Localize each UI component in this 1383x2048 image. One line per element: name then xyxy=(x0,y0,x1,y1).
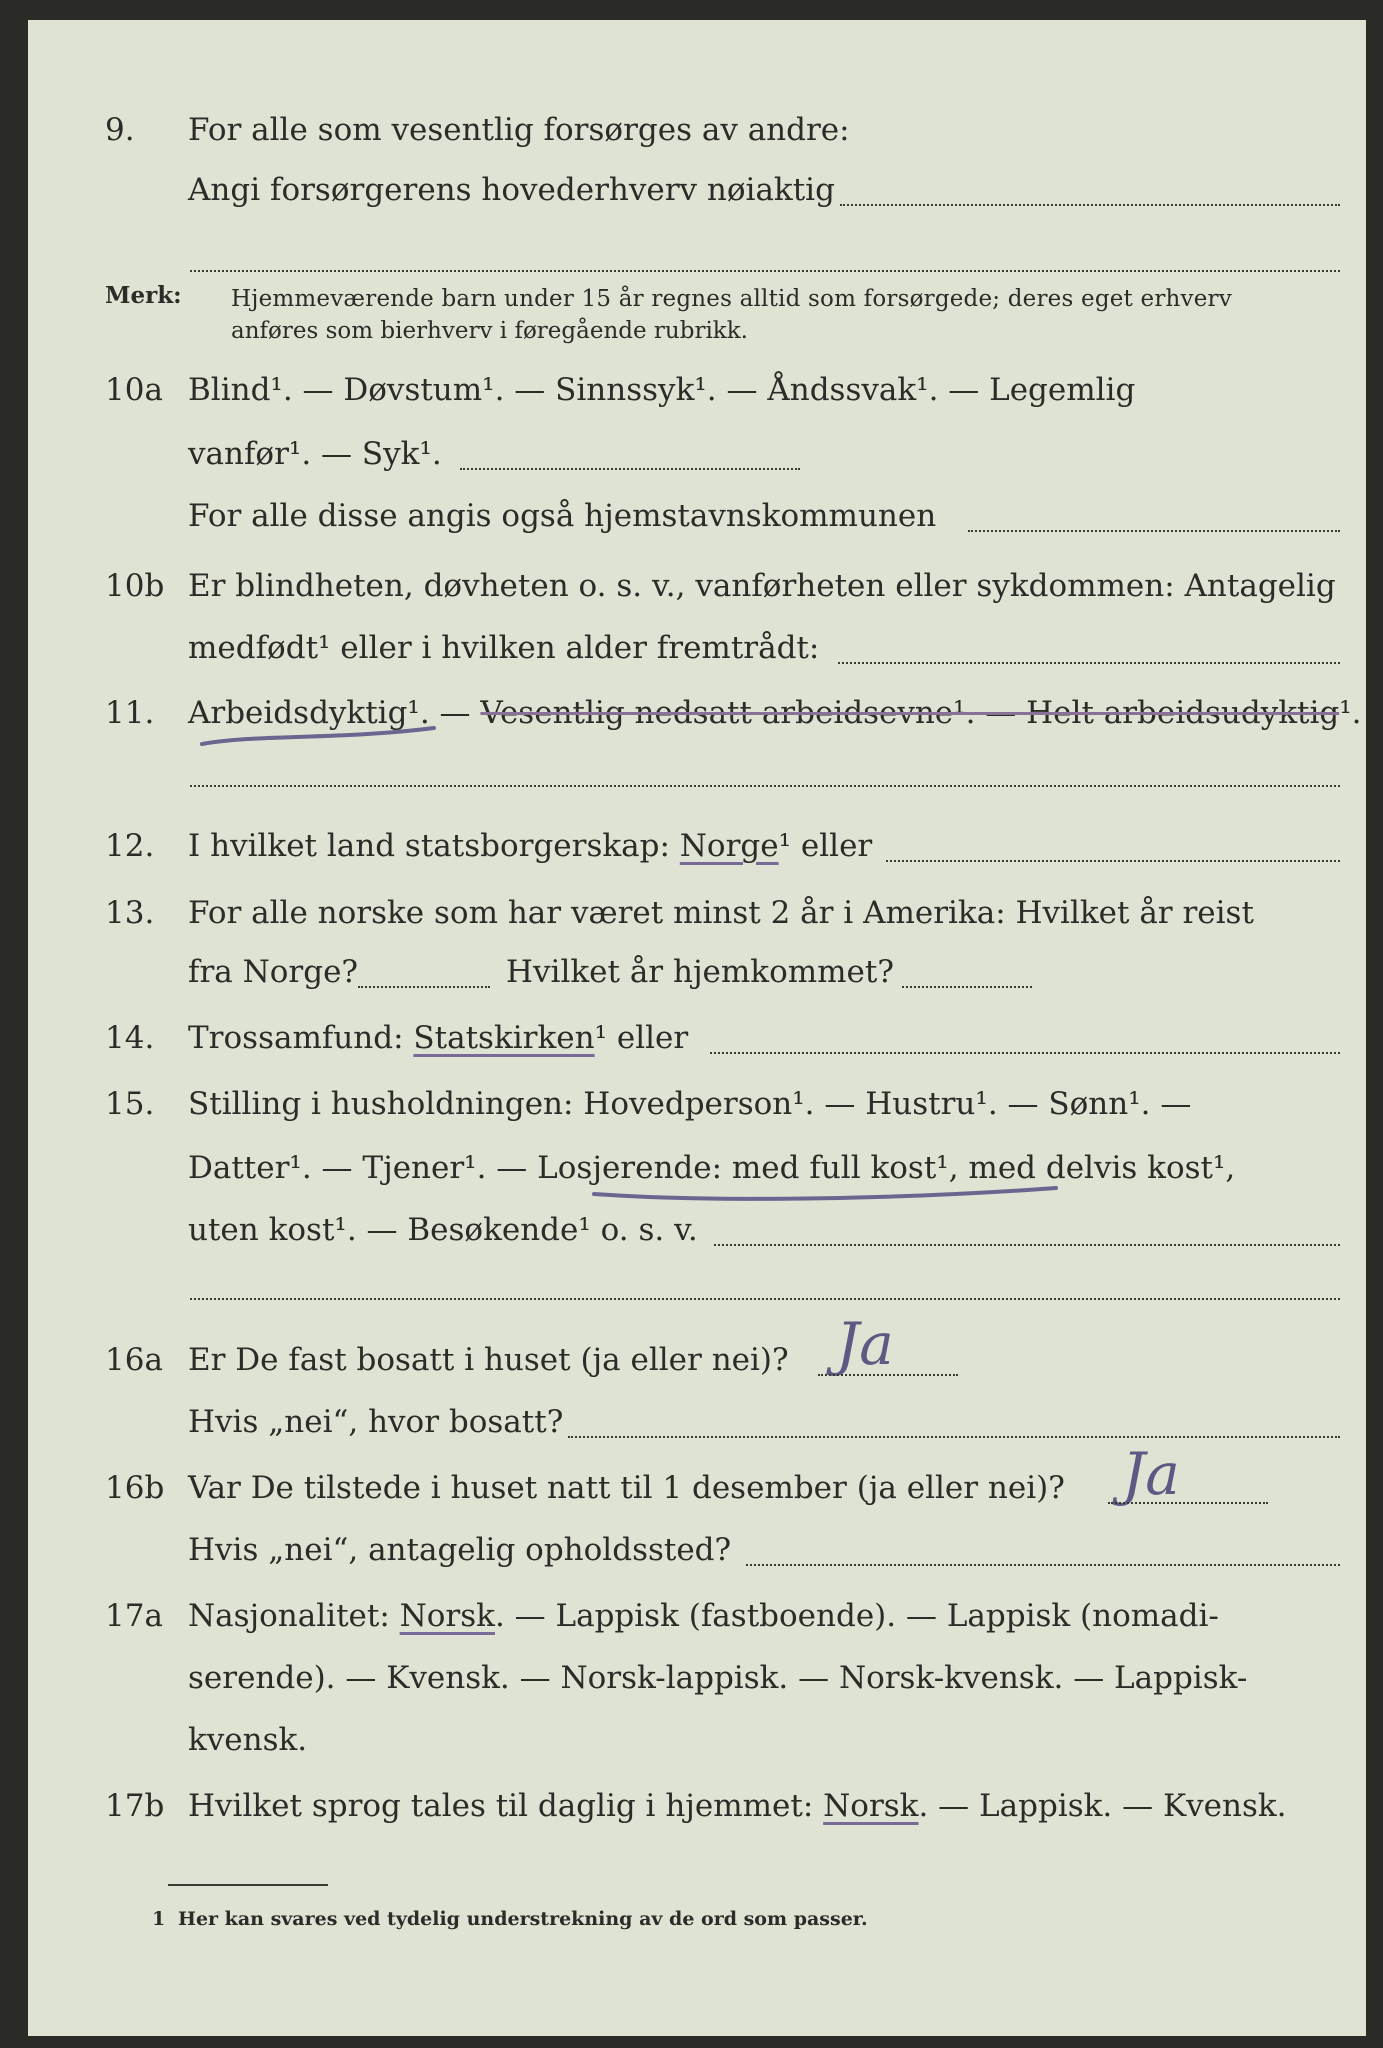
q14-answer-field[interactable] xyxy=(710,1052,1340,1054)
footnote-mark: 1 xyxy=(152,1908,166,1930)
q15-answer-field-2[interactable] xyxy=(190,1298,1340,1300)
q10b-line2: medfødt¹ eller i hvilken alder fremtrådt: xyxy=(188,630,820,666)
q15-line2c: ¹, med delvis kost¹, xyxy=(936,1150,1236,1186)
q9-number: 9. xyxy=(105,112,135,148)
q9-answer-field-2[interactable] xyxy=(190,270,1340,272)
q12-option-norge[interactable]: Norge xyxy=(679,828,779,864)
q16b-number: 16b xyxy=(105,1470,165,1506)
q10a-line2: vanfør¹. — Syk¹. xyxy=(188,436,442,472)
q17b-rest: . — Lappisk. — Kvensk. xyxy=(918,1788,1287,1824)
q17b-option-norsk[interactable]: Norsk xyxy=(823,1788,919,1824)
q16b-line2: Hvis „nei“, antagelig opholdssted? xyxy=(188,1532,732,1568)
q16a-handwritten-answer[interactable]: Ja xyxy=(836,1310,894,1378)
q12-text: I hvilket land statsborgerskap: xyxy=(188,828,670,864)
q11-end: ¹. xyxy=(1339,695,1362,731)
q17a-line1-rest: . — Lappisk (fastboende). — Lappisk (nomadi- xyxy=(494,1598,1219,1634)
q11-number: 11. xyxy=(105,695,155,731)
q15-option-losjerende-full-kost[interactable]: Losjerende: med full kost xyxy=(537,1150,937,1186)
merk-label: Merk: xyxy=(105,282,182,309)
q17b-line xyxy=(188,1788,1287,1824)
q10a-number: 10a xyxy=(105,372,163,408)
q14-after: ¹ eller xyxy=(594,1020,689,1056)
q11-separator: ¹. — xyxy=(407,695,481,731)
q16b-handwritten-answer[interactable]: Ja xyxy=(1122,1440,1180,1508)
q13-reist-field[interactable] xyxy=(358,986,490,988)
q9-answer-field[interactable] xyxy=(840,204,1340,206)
q16a-answer-field[interactable] xyxy=(818,1374,958,1376)
q15-underline-mark xyxy=(590,1180,1060,1208)
q13-part2: Hvilket år hjemkommet? xyxy=(506,954,894,990)
q13-number: 13. xyxy=(105,895,155,931)
q9-line2: Angi forsørgerens hovederhverv nøiaktig xyxy=(188,172,835,208)
q17a-line2: serende). — Kvensk. — Norsk-lappisk. — Norsk-kvensk. — Lappisk- xyxy=(188,1660,1248,1696)
q10a-hjemstavn-field[interactable] xyxy=(968,530,1340,532)
q10b-answer-field[interactable] xyxy=(838,662,1340,664)
q10a-answer-field[interactable] xyxy=(460,468,800,470)
q10a-line1: Blind¹. — Døvstum¹. — Sinnssyk¹. — Åndssvak¹. — Legemlig xyxy=(188,372,1136,408)
q14-line xyxy=(188,1020,688,1056)
merk-line1: Hjemmeværende barn under 15 år regnes alltid som forsørgede; deres eget erhverv xyxy=(231,286,1232,312)
q13-line1: For alle norske som har været minst 2 år i Amerika: Hvilket år reist xyxy=(188,895,1254,931)
q17a-line1 xyxy=(188,1598,1219,1634)
q10a-line3: For alle disse angis også hjemstavnskommunen xyxy=(188,498,937,534)
q12-number: 12. xyxy=(105,828,155,864)
q11-struck-options[interactable]: Vesentlig nedsatt arbeidsevne¹. — Helt arbeidsudyktig xyxy=(480,695,1340,731)
q14-option-statskirken[interactable]: Statskirken xyxy=(413,1020,595,1056)
q16b-opholdssted-field[interactable] xyxy=(746,1564,1340,1566)
q15-line2a: Datter¹. — Tjener¹. — xyxy=(188,1150,538,1186)
q14-number: 14. xyxy=(105,1020,155,1056)
q17a-line3: kvensk. xyxy=(188,1722,308,1758)
q11-option-arbeidsdyktig[interactable]: Arbeidsdyktig xyxy=(188,695,408,731)
q17a-option-norsk[interactable]: Norsk xyxy=(399,1598,495,1634)
q17b-number: 17b xyxy=(105,1788,165,1824)
q12-after: ¹ eller xyxy=(778,828,873,864)
q12-line xyxy=(188,828,872,864)
q10b-line1: Er blindheten, døvheten o. s. v., vanførheten eller sykdommen: Antagelig xyxy=(188,568,1336,604)
q17a-number: 17a xyxy=(105,1598,163,1634)
q17b-text: Hvilket sprog tales til daglig i hjemmet: xyxy=(188,1788,814,1824)
q13-hjemkommet-field[interactable] xyxy=(902,986,1032,988)
q15-answer-field[interactable] xyxy=(714,1244,1340,1246)
q15-line3: uten kost¹. — Besøkende¹ o. s. v. xyxy=(188,1212,698,1248)
q14-text: Trossamfund: xyxy=(188,1020,404,1056)
q11-answer-field[interactable] xyxy=(190,785,1340,787)
q9-line1: For alle som vesentlig forsørges av andre: xyxy=(188,112,850,148)
q16a-line1: Er De fast bosatt i huset (ja eller nei)? xyxy=(188,1342,789,1378)
q11-underline-mark xyxy=(198,720,438,750)
q13-part1: fra Norge? xyxy=(188,954,359,990)
census-form-page xyxy=(28,20,1366,2036)
footnote-divider xyxy=(168,1884,328,1886)
q15-line1: Stilling i husholdningen: Hovedperson¹. — Hustru¹. — Sønn¹. — xyxy=(188,1086,1192,1122)
q16b-line1: Var De tilstede i huset natt til 1 desember (ja eller nei)? xyxy=(188,1470,1065,1506)
q12-answer-field[interactable] xyxy=(886,860,1340,862)
merk-line2: anføres som bierhverv i føregående rubrikk. xyxy=(231,318,748,344)
q16a-bosatt-field[interactable] xyxy=(568,1436,1340,1438)
q16b-answer-field[interactable] xyxy=(1108,1502,1268,1504)
q17a-label: Nasjonalitet: xyxy=(188,1598,390,1634)
q16a-number: 16a xyxy=(105,1342,163,1378)
q10b-number: 10b xyxy=(105,568,165,604)
footnote-text: Her kan svares ved tydelig understrekning av de ord som passer. xyxy=(178,1908,868,1930)
q15-number: 15. xyxy=(105,1086,155,1122)
q16a-line2: Hvis „nei“, hvor bosatt? xyxy=(188,1404,564,1440)
